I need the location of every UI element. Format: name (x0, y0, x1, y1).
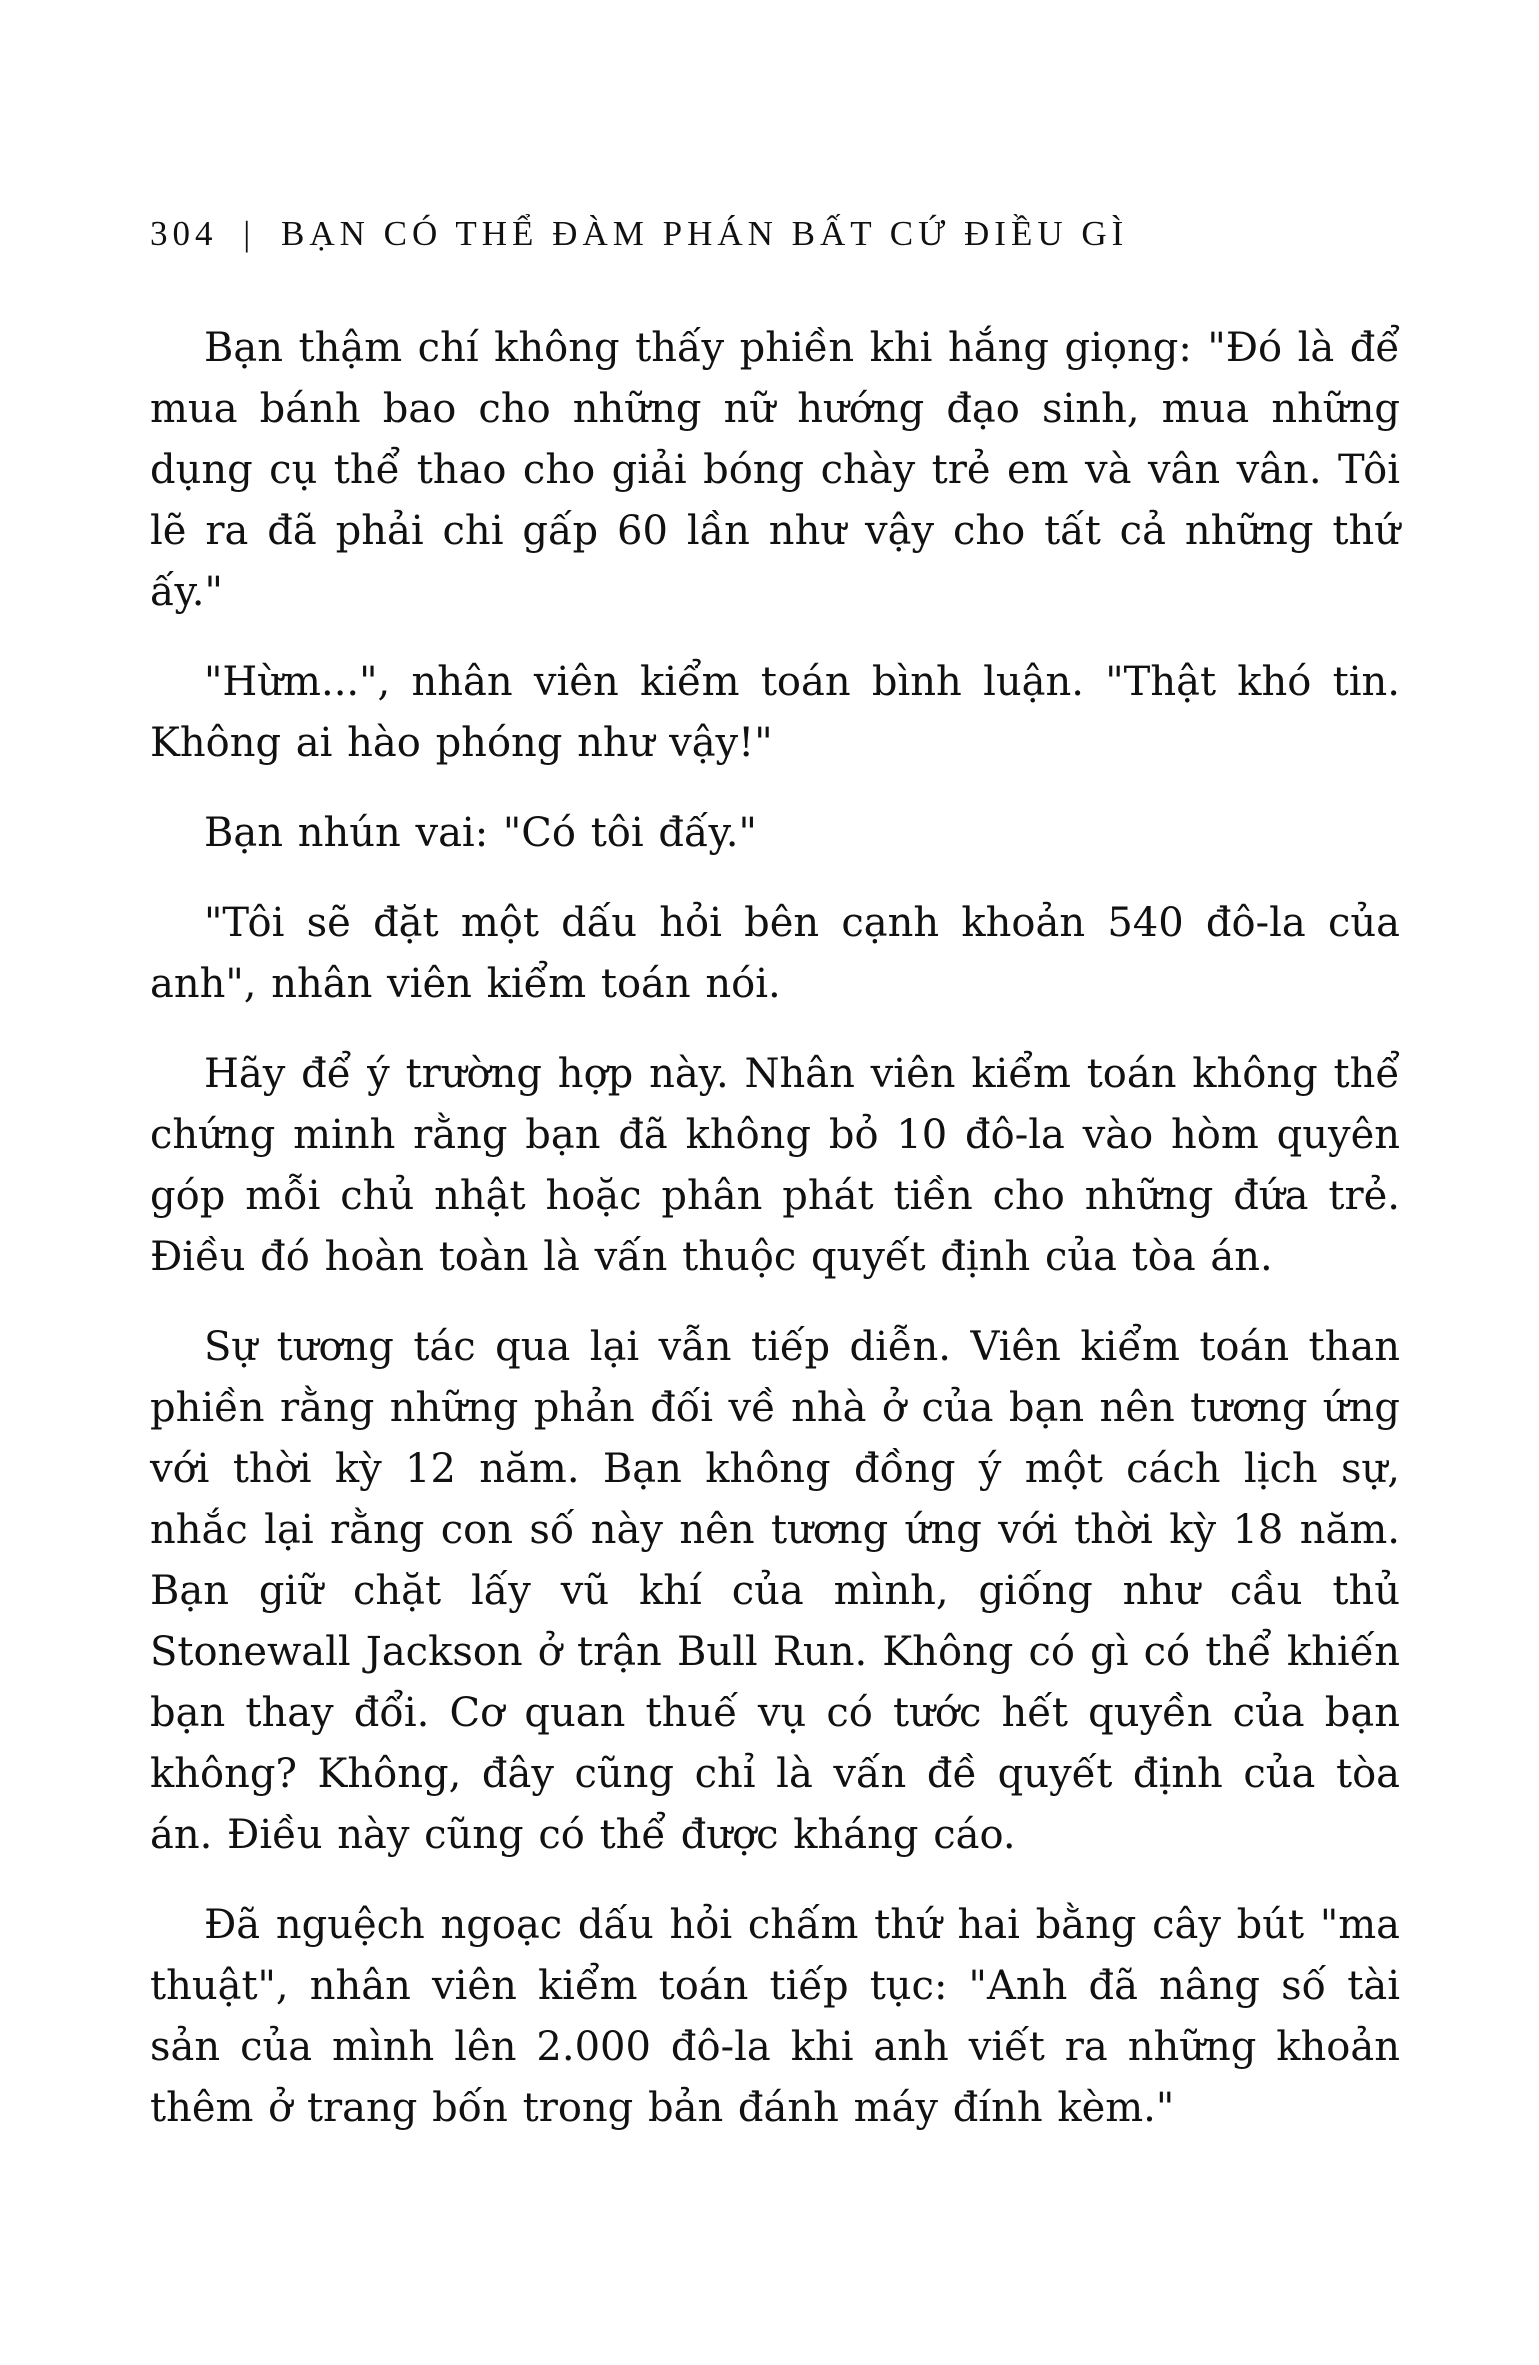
paragraph-2: "Hừm...", nhân viên kiểm toán bình luận. "Thật khó tin. Không ai hào phóng như vậy!" (150, 659, 1400, 766)
paragraph-3: Bạn nhún vai: "Có tôi đấy." (204, 810, 757, 856)
running-header (150, 214, 1400, 254)
paragraph-6: Sự tương tác qua lại vẫn tiếp diễn. Viên kiểm toán than phiền rằng những phản đối về nhà ở của bạn nên tương ứng với thời kỳ 12 năm. Bạn không đồng ý một cách lịch sự, nhắc lại rằng con số này nên tương ứng với thời kỳ 18 năm. Bạn giữ chặt lấy vũ khí của mình, giống như cầu thủ Stonewall Jackson ở trận Bull Run. Không có gì có thể khiến bạn thay đổi. Cơ quan thuế vụ có tước hết quyền của bạn không? Không, đây cũng chỉ là vấn đề quyết định của tòa án. Điều này cũng có thể được kháng cáo. (150, 1324, 1400, 1858)
header-separator: | (243, 214, 256, 253)
paragraph-1: Bạn thậm chí không thấy phiền khi hắng giọng: "Đó là để mua bánh bao cho những nữ hướng đạo sinh, mua những dụng cụ thể thao cho giải bóng chày trẻ em và vân vân. Tôi lẽ ra đã phải chi gấp 60 lần như vậy cho tất cả những thứ ấy." (150, 325, 1400, 615)
paragraph-7: Đã nguệch ngoạc dấu hỏi chấm thứ hai bằng cây bút "ma thuật", nhân viên kiểm toán tiếp tục: "Anh đã nâng số tài sản của mình lên 2.000 đô-la khi anh viết ra những khoản thêm ở trang bốn trong bản đánh máy đính kèm." (150, 1902, 1400, 2131)
page-number: 304 (150, 214, 218, 253)
paragraph-4: "Tôi sẽ đặt một dấu hỏi bên cạnh khoản 540 đô-la của anh", nhân viên kiểm toán nói. (150, 900, 1400, 1007)
paragraph-5: Hãy để ý trường hợp này. Nhân viên kiểm toán không thể chứng minh rằng bạn đã không bỏ 10 đô-la vào hòm quyên góp mỗi chủ nhật hoặc phân phát tiền cho những đứa trẻ. Điều đó hoàn toàn là vấn thuộc quyết định của tòa án. (150, 1051, 1400, 1280)
body-text (150, 318, 1400, 2168)
book-title: BẠN CÓ THỂ ĐÀM PHÁN BẤT CỨ ĐIỀU GÌ (281, 214, 1129, 253)
